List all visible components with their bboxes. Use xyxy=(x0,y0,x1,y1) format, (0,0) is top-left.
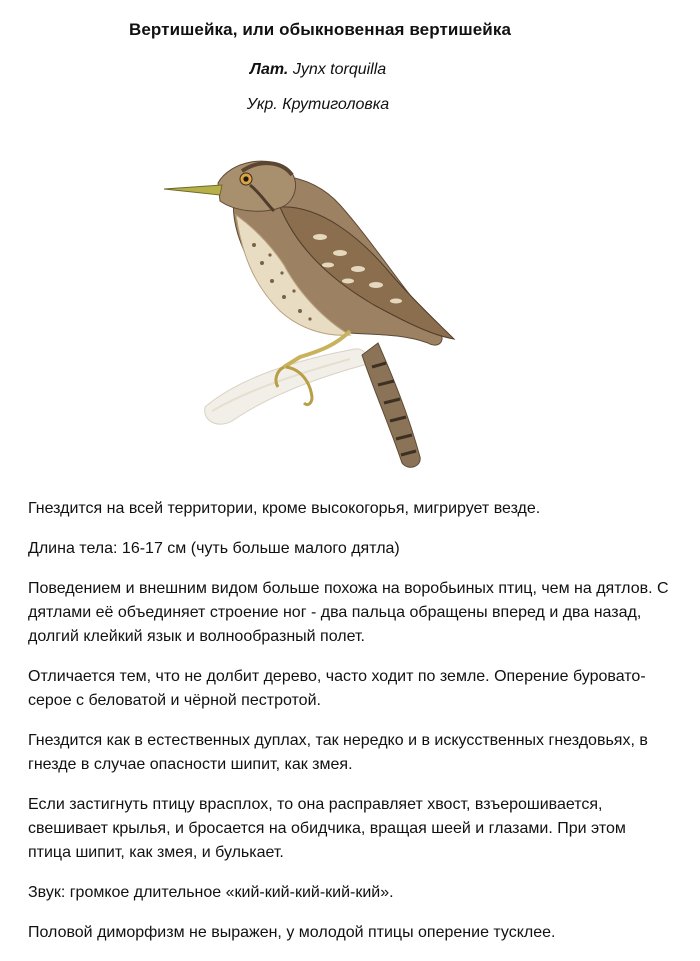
description xyxy=(28,497,672,961)
wryneck-bird-illustration xyxy=(150,145,480,480)
latin-label: Лат. xyxy=(249,61,289,78)
paragraph-features: Отличается тем, что не долбит дерево, часто ходит по земле. Оперение буровато-серое с беловатой и чёрной пестротой. xyxy=(28,668,646,709)
latin-name: Jynx torquilla xyxy=(292,61,387,78)
page-title: Вертишейка, или обыкновенная вертишейка xyxy=(128,20,511,39)
latin-name-line xyxy=(0,61,636,79)
tail xyxy=(362,343,420,467)
paragraph-dimorphism: Половой диморфизм не выражен, у молодой птицы оперение тусклее. xyxy=(28,924,556,941)
paragraph-body-length: Длина тела: 16-17 см (чуть больше малого дятла) xyxy=(28,540,400,557)
paragraph-distribution: Гнездится на всей территории, кроме высокогорья, мигрирует везде. xyxy=(28,500,541,517)
bird-beak xyxy=(164,185,222,195)
paragraph-defense: Если застигнуть птицу врасплох, то она расправляет хвост, взъерошивается, свешивает крылья, и бросается на обидчика, вращая шеей и глазами. При этом птица шипит, как змея, и булькает. xyxy=(28,796,626,861)
paragraph-behavior: Поведением и внешним видом больше похожа на воробьиных птиц, чем на дятлов. С дятлами её объединяет строение ног - два пальца обращены вперед и два назад, долгий клейкий язык и волнообразный полет. xyxy=(28,580,669,645)
paragraph-sound: Звук: громкое длительное «кий-кий-кий-кий-кий». xyxy=(28,884,394,901)
paragraph-nesting: Гнездится как в естественных дуплах, так нередко и в искусственных гнездовьях, в гнезде в случае опасности шипит, как змея. xyxy=(28,732,648,773)
ukrainian-name: Укр. Крутиголовка xyxy=(246,96,390,113)
